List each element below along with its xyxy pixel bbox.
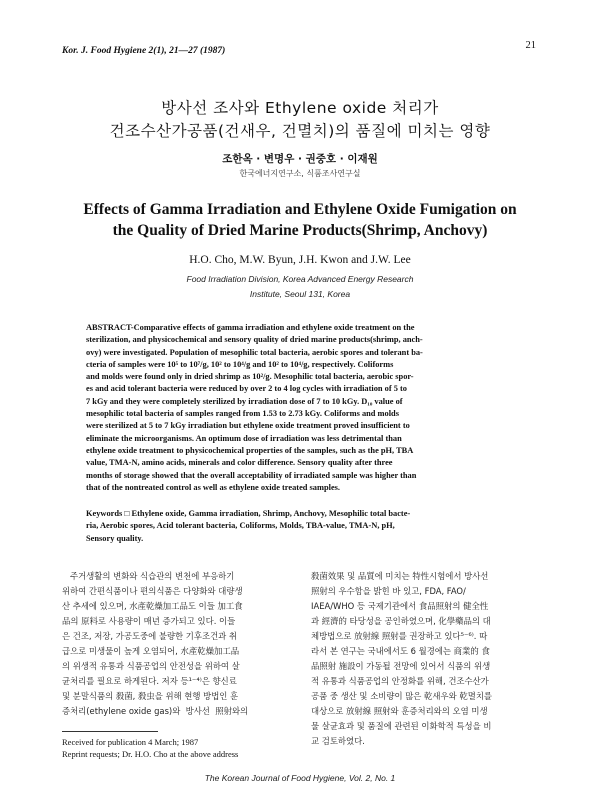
korean-title-line-1: 방사선 조사와 Ethylene oxide 처리가 bbox=[161, 99, 439, 117]
english-institution-line-2: Institute, Seoul 131, Korea bbox=[249, 289, 351, 299]
english-title-line-2: the Quality of Dried Marine Products(Shrimp, Anchovy) bbox=[112, 222, 488, 239]
keywords: Keywords □ Ethylene oxide, Gamma irradiation, Shrimp, Anchovy, Mesophilic total bacte- ria, Aerobic spores, Acid tolerant bacteria, Coliforms, Molds, TBA-value, TMA-N, pH, Sensory quality. bbox=[86, 509, 411, 543]
abstract: ABSTRACT-Comparative effects of gamma irradiation and ethylene oxide treatment on the sterilization, and physicochemical and sensory quality of dried marine products(shrimp, anch- ovy) were investigated. Population of mesophilic total bacteria, aerobic spores and tolerant ba- cteria of samples were 10⁵ to 10⁷/g, 10² to 10⁴/g and 10² to 10⁴/g, respectively. Coliforms and molds were found only in dried shrimp as 10²/g. Mesophilic total bacteria, aerobic spor- es and acid tolerant bacteria were reduced by over 2 to 4 log cycles with irradiation of 5 to 7 kGy and they were completely sterilized by irradiation dose of 7 to 10 kGy. D₁₀ value of mesophilic total bacteria of samples ranged from 1.53 to 2.73 kGy. Coliforms and molds were sterilized at 5 to 7 kGy irradiation but ethylene oxide treatment proved insufficient to eliminate the microorganisms. An optimum dose of irradiation was less detrimental than ethylene oxide treatment to physicochemical properties of the samples, such as the pH, TBA value, TMA-N, amino acids, minerals and color difference. Sensory quality after three months of storage showed that the overall acceptability of irradiated sample was higher than that of the nontreated control as well as ethylene oxide treated samples. bbox=[86, 323, 423, 492]
page-number: 21 bbox=[525, 40, 536, 51]
english-title-line-1: Effects of Gamma Irradiation and Ethylene Oxide Fumigation on bbox=[83, 201, 517, 218]
footnote-reprint: Reprint requests; Dr. H.O. Cho at the above address bbox=[62, 749, 239, 759]
body-left-column: 주거생활의 변화와 식습관의 변천에 부응하기 위하여 간편식품이나 편의식품은 다양화와 대량생 산 추세에 있으며, 水產乾燥加工品도 이들 加工食 品의 原料로 사용량이 매년 증가되고 있다. 이들 은 건조, 저장, 가공도중에 불량한 기후조건과 취 급으로 미생물이 높게 오염되어, 水產乾燥加工品 의 위생적 유통과 식품공업의 안전성을 위하여 살 균처리를 필요로 하게된다. 저자 등¹⁻⁴⁾은 향신료 및 분말식품의 殺菌, 殺虫을 위해 현행 방법인 훈 증처리(ethylene oxide gas)와 방사선 照射와의 bbox=[62, 571, 249, 716]
english-authors: H.O. Cho, M.W. Byun, J.H. Kwon and J.W. Lee bbox=[189, 254, 411, 266]
journal-footer: The Korean Journal of Food Hygiene, Vol. 2, No. 1 bbox=[204, 773, 396, 783]
footnote-divider bbox=[62, 731, 158, 732]
body-right-column: 殺菌效果 및 品質에 미치는 特性시험에서 방사선 照射의 우수함을 밝힌 바 있고, FDA, FAO/ IAEA/WHO 등 국제기관에서 食品照射의 健全性 과 經濟的 타당성을 공인하였으며, 化學藥品의 대 체방법으로 放射線 照射를 권장하고 있다⁵⁻⁶⁾. 따 라서 본 연구는 국내에서도 6 월경에는 商業的 食 品照射 施設이 가동될 전망에 있어서 식품의 위생 적 유통과 식품공업의 안정화를 위해, 건조수산가 공품 중 생산 및 소비량이 많은 乾새우와 乾멸치를 대상으로 放射線 照射와 훈증처리와의 오염 미생 물 살균효과 및 품질에 관련된 이화학적 특성을 비 교 검토하였다. bbox=[311, 571, 493, 746]
korean-institution: 한국에너지연구소, 식품조사연구실 bbox=[239, 169, 361, 178]
korean-title-line-2: 건조수산가공품(건새우, 건멸치)의 품질에 미치는 영향 bbox=[109, 122, 491, 140]
footnote-received: Received for publication 4 March; 1987 bbox=[62, 737, 199, 747]
english-institution-line-1: Food Irradiation Division, Korea Advanced Energy Research bbox=[186, 274, 414, 284]
journal-citation: Kor. J. Food Hygiene 2(1), 21—27 (1987) bbox=[62, 46, 226, 56]
korean-authors: 조한옥 · 변명우 · 권중호 · 이재원 bbox=[222, 153, 378, 165]
